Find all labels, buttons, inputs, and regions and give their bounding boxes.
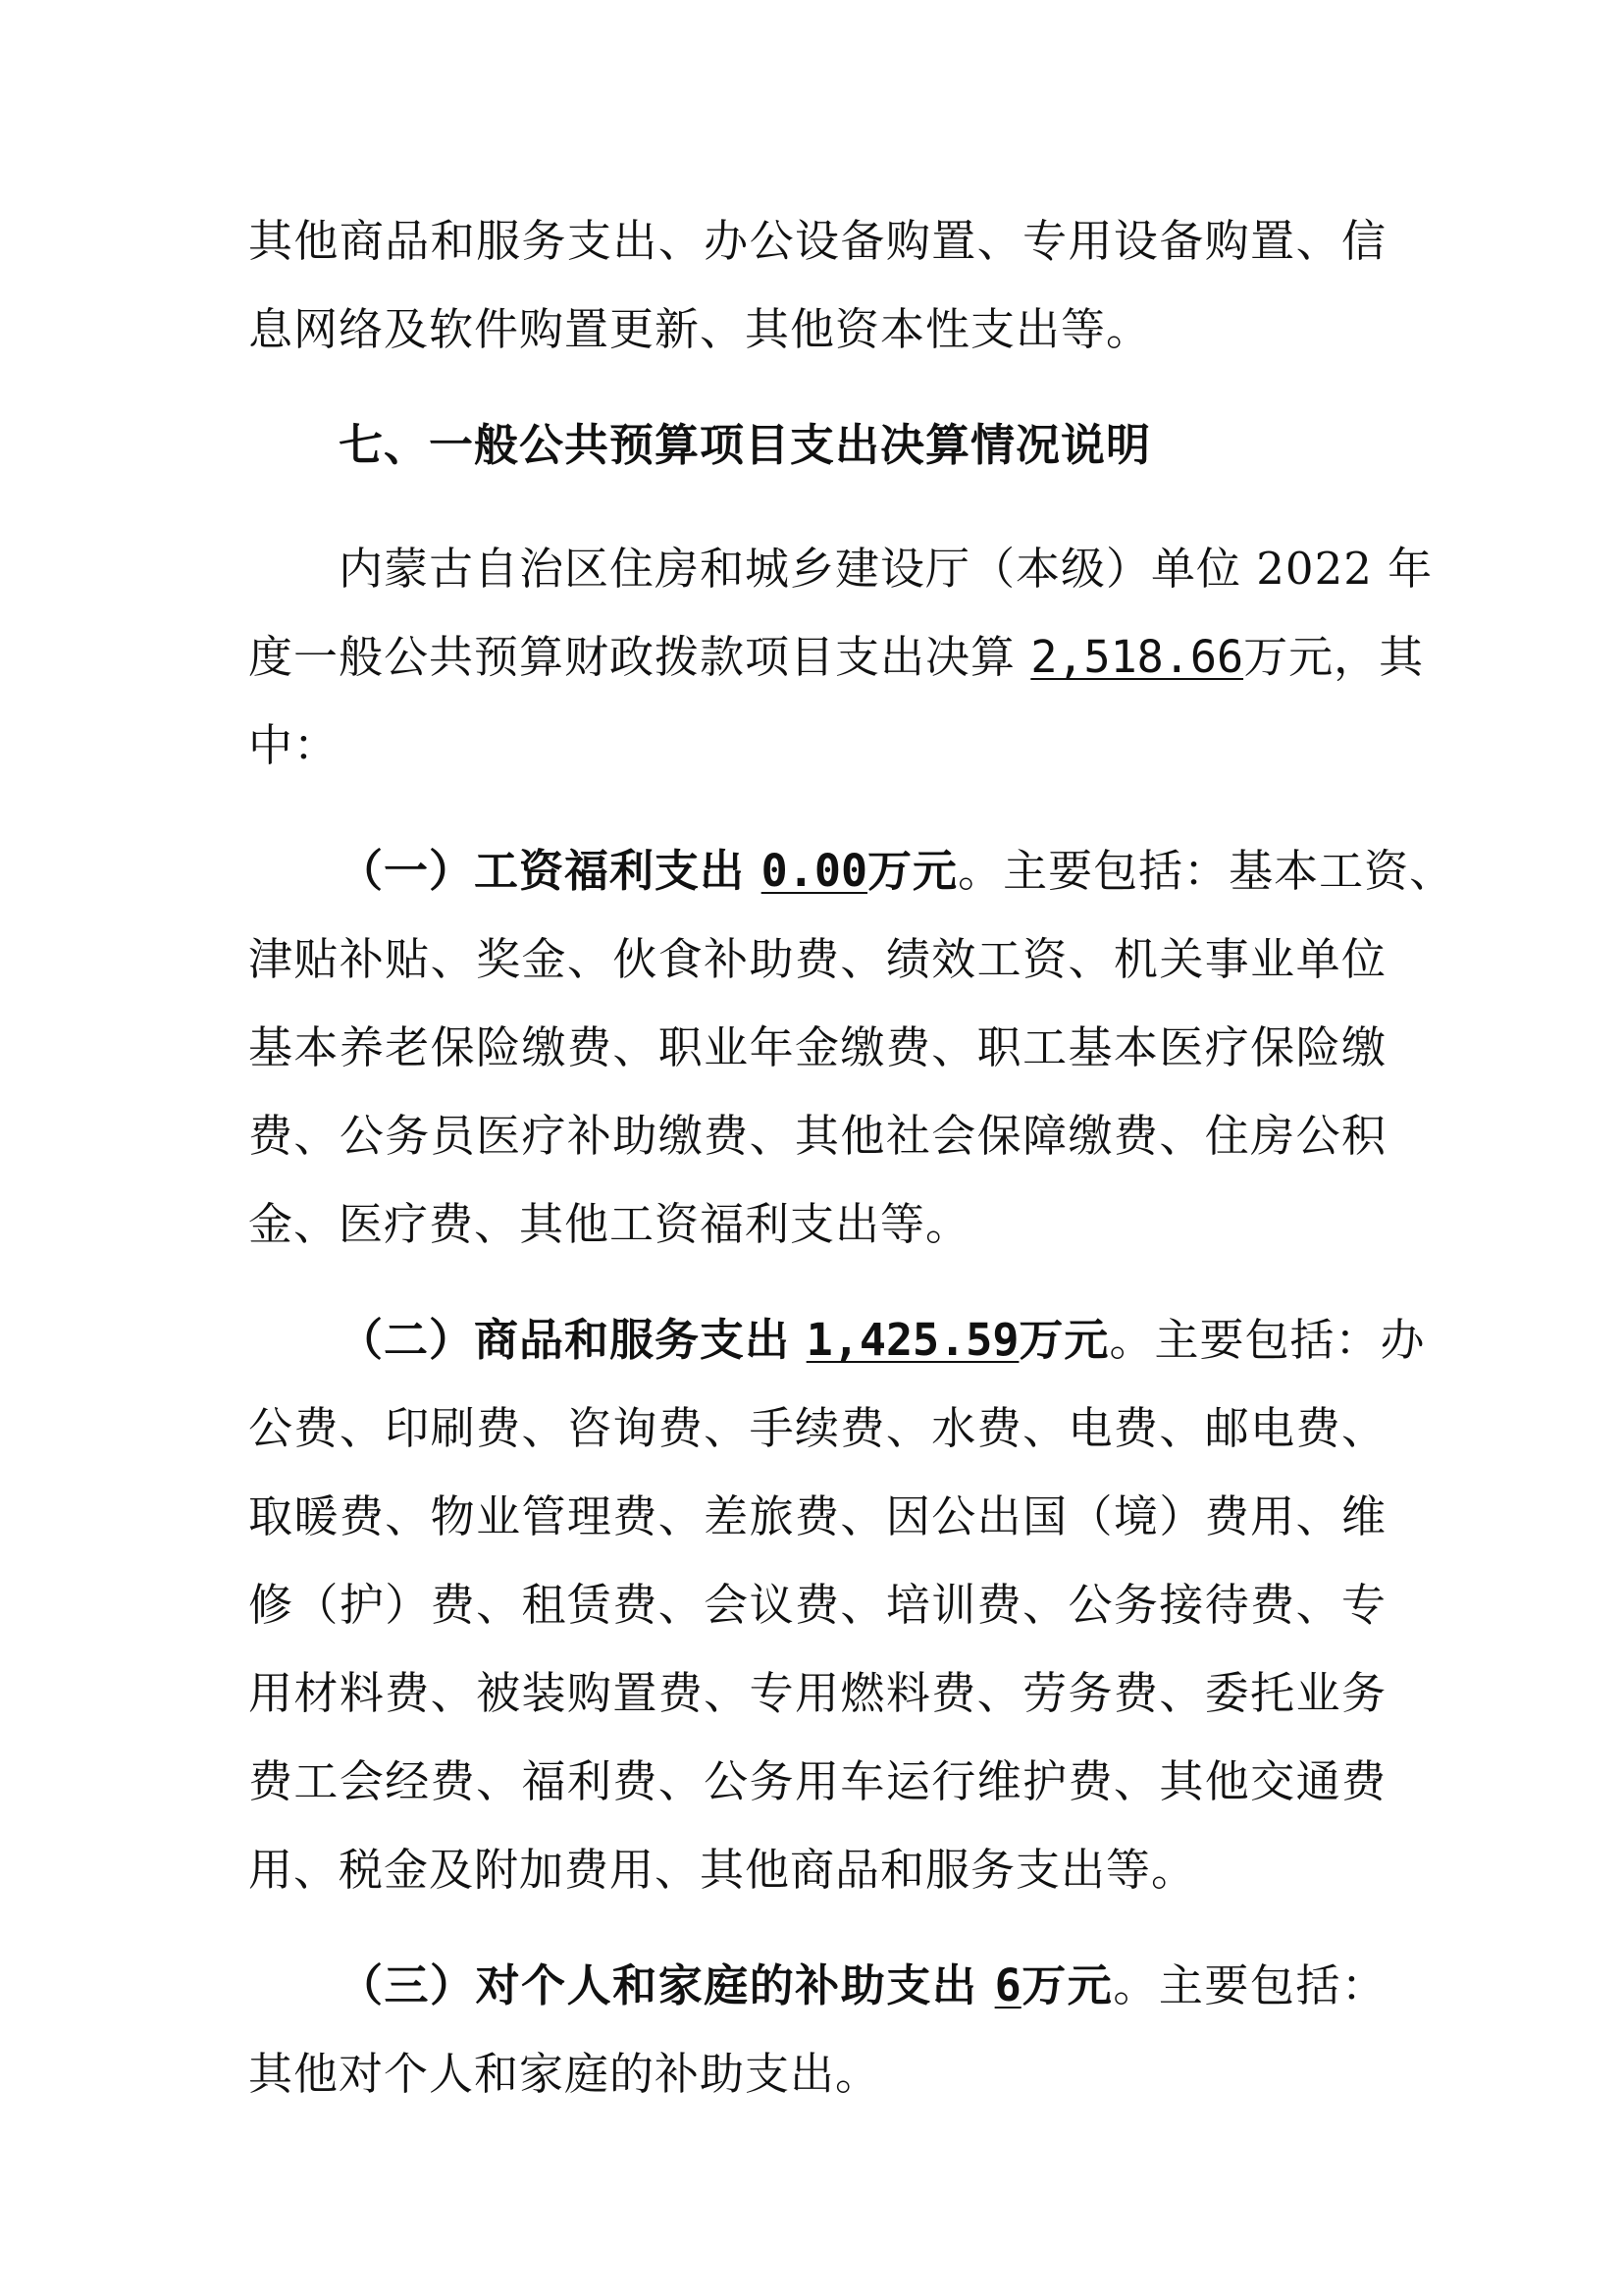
item3-text-after: 。主要包括： xyxy=(1113,1959,1387,2011)
intro-line-3: 中： xyxy=(248,719,340,771)
item2-line-5: 用材料费、被装购置费、专用燃料费、劳务费、委托业务 xyxy=(248,1667,1387,1719)
item1-label-prefix: （一）工资福利支出 xyxy=(339,845,761,897)
item1-label-suffix: 万元 xyxy=(867,845,959,897)
intro-line-2 xyxy=(248,628,1425,687)
item3-first-line xyxy=(339,1957,1387,2015)
prev-paragraph-line-1: 其他商品和服务支出、办公设备购置、专用设备购置、信 xyxy=(248,215,1387,267)
item2-line-3: 取暖费、物业管理费、差旅费、因公出国（境）费用、维 xyxy=(248,1490,1387,1542)
intro-line-1: 内蒙古自治区住房和城乡建设厅（本级）单位 2022 年 xyxy=(339,543,1434,595)
prev-paragraph-line-2: 息网络及软件购置更新、其他资本性支出等。 xyxy=(248,303,1152,355)
intro-total-amount: 2,518.66 xyxy=(1030,631,1244,683)
item1-first-line xyxy=(339,842,1455,901)
item1-line-4: 费、公务员医疗补助缴费、其他社会保障缴费、住房公积 xyxy=(248,1110,1387,1162)
item2-amount: 1,425.59 xyxy=(806,1314,1020,1366)
item2-line-7: 用、税金及附加费用、其他商品和服务支出等。 xyxy=(248,1844,1197,1896)
section-heading: 七、一般公共预算项目支出决算情况说明 xyxy=(339,419,1152,471)
item2-label-suffix: 万元 xyxy=(1019,1314,1110,1366)
item1-text-after: 。主要包括：基本工资、 xyxy=(958,845,1455,897)
item1-amount: 0.00 xyxy=(760,845,868,897)
item2-line-4: 修（护）费、租赁费、会议费、培训费、公务接待费、专 xyxy=(248,1579,1387,1631)
item2-label-prefix: （二）商品和服务支出 xyxy=(339,1314,807,1366)
intro-text-suffix: 万元，其 xyxy=(1243,631,1425,683)
item1-line-5: 金、医疗费、其他工资福利支出等。 xyxy=(248,1198,971,1250)
item3-label-suffix: 万元 xyxy=(1021,1959,1114,2011)
item2-line-6: 费工会经费、福利费、公务用车运行维护费、其他交通费 xyxy=(248,1755,1387,1807)
item1-line-3: 基本养老保险缴费、职业年金缴费、职工基本医疗保险缴 xyxy=(248,1021,1387,1073)
item3-amount: 6 xyxy=(994,1959,1022,2011)
item3-line-2: 其他对个人和家庭的补助支出。 xyxy=(248,2048,881,2100)
intro-text-prefix: 度一般公共预算财政拨款项目支出决算 xyxy=(248,631,1031,683)
item3-label-prefix: （三）对个人和家庭的补助支出 xyxy=(339,1959,995,2011)
item2-first-line xyxy=(339,1311,1426,1370)
item1-line-2: 津贴补贴、奖金、伙食补助费、绩效工资、机关事业单位 xyxy=(248,933,1387,985)
item2-text-after: 。主要包括：办 xyxy=(1109,1314,1426,1366)
item2-line-2: 公费、印刷费、咨询费、手续费、水费、电费、邮电费、 xyxy=(248,1402,1387,1454)
